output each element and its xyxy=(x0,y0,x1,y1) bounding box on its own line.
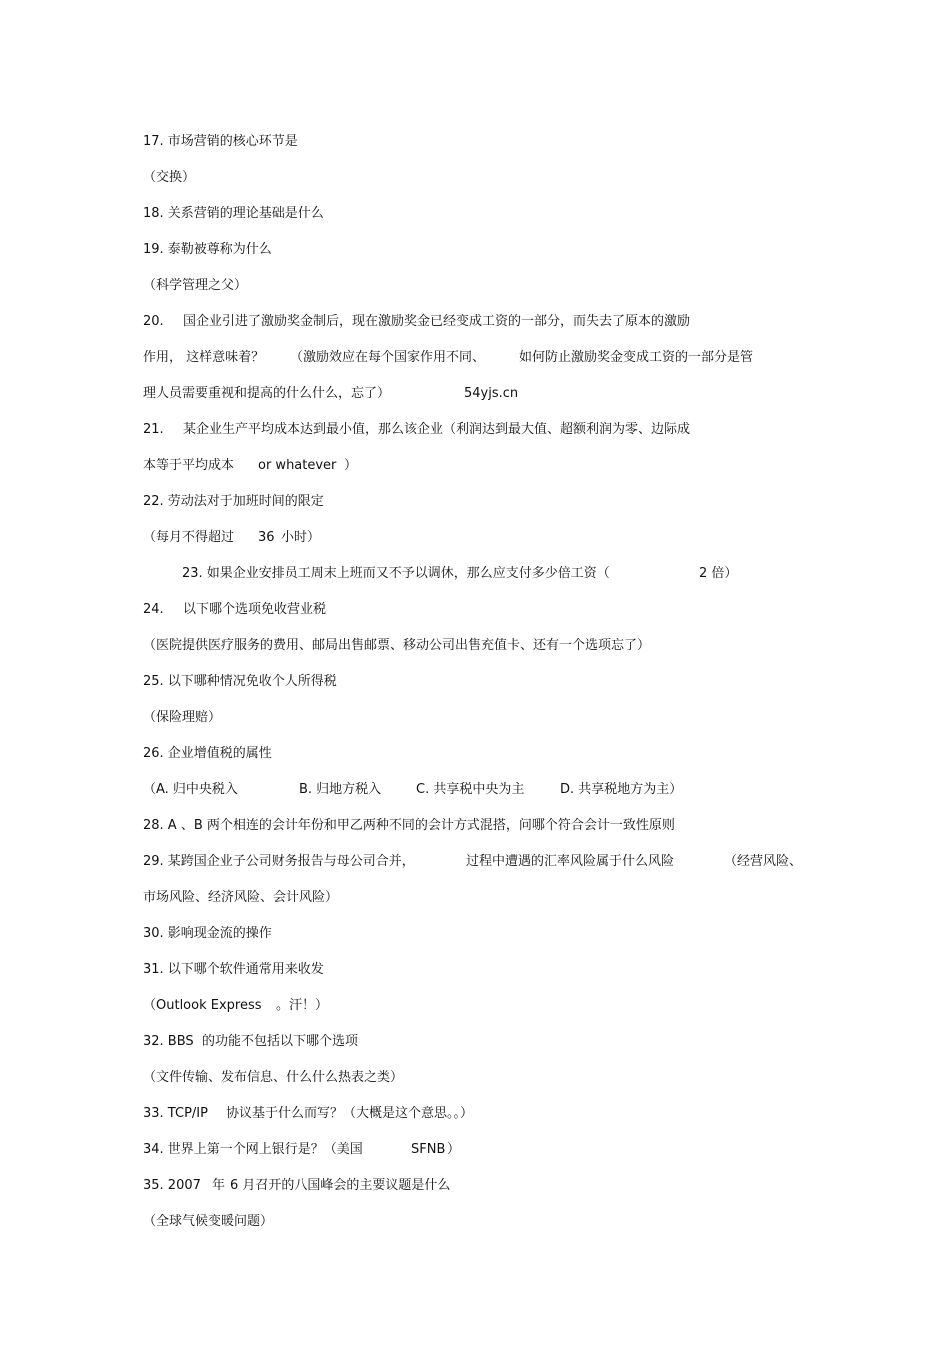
question-29-text-1: 29. 某跨国企业子公司财务报告与母公司合并， xyxy=(143,854,415,869)
question-23 xyxy=(0,565,950,583)
question-24-number: 24. xyxy=(143,602,164,617)
question-19: 19. 泰勒被尊称为什么 xyxy=(143,242,272,257)
question-21-line-2 xyxy=(0,457,950,475)
question-22: 22. 劳动法对于加班时间的限定 xyxy=(143,494,324,509)
answer-26-option-d: D. 共享税地方为主） xyxy=(560,782,683,797)
question-21-line-1 xyxy=(0,421,950,439)
answer-26 xyxy=(0,781,950,799)
answer-17: （交换） xyxy=(143,170,196,185)
answer-26-option-a: （A. 归中央税入 xyxy=(143,782,238,797)
question-24-text: 以下哪个选项免收营业税 xyxy=(183,602,327,617)
answer-24: （医院提供医疗服务的费用、邮局出售邮票、移动公司出售充值卡、还有一个选项忘了） xyxy=(143,638,651,653)
question-20-text-2: 作用， 这样意味着？ xyxy=(143,350,265,365)
answer-35: （全球气候变暖问题） xyxy=(143,1214,274,1229)
answer-19: （科学管理之父） xyxy=(143,278,248,293)
question-35-part-2: 年 xyxy=(212,1178,226,1193)
answer-31-part-2: 。汗！） xyxy=(276,998,329,1013)
answer-32: （文件传输、发布信息、什么什么热表之类） xyxy=(143,1070,404,1085)
question-20-line-1 xyxy=(0,313,950,331)
question-33-part-1: 33. TCP/IP xyxy=(143,1106,208,1121)
question-17: 17. 市场营销的核心环节是 xyxy=(143,134,298,149)
website-watermark: 54yjs.cn xyxy=(464,386,519,401)
question-23-answer: 2 倍） xyxy=(699,566,738,581)
question-34-part-3: ） xyxy=(447,1142,461,1157)
question-20-text: 国企业引进了激励奖金制后，现在激励奖金已经变成工资的一部分，而失去了原本的激励 xyxy=(183,314,691,329)
question-23-text: 23. 如果企业安排员工周末上班而又不予以调休，那么应支付多少倍工资（ xyxy=(182,566,610,581)
question-29-answer: （经营风险、 xyxy=(724,854,803,869)
question-21-text: 某企业生产平均成本达到最小值，那么该企业（利润达到最大值、超额利润为零、边际成 xyxy=(183,422,691,437)
question-28: 28. A 、B 两个相连的会计年份和甲乙两种不同的会计方式混搭，问哪个符合会计一致性原则 xyxy=(143,818,675,833)
question-32-part-1: 32. BBS xyxy=(143,1034,194,1049)
answer-22 xyxy=(0,529,950,547)
question-26: 26. 企业增值税的属性 xyxy=(143,746,272,761)
question-20-answer-a: （激励效应在每个国家作用不同、 xyxy=(290,350,486,365)
question-33 xyxy=(0,1105,950,1123)
answer-25: （保险理赔） xyxy=(143,710,222,725)
question-29-line-1 xyxy=(0,853,950,871)
answer-31 xyxy=(0,997,950,1015)
question-20-answer-b: 如何防止激励奖金变成工资的一部分是管 xyxy=(519,350,754,365)
question-20-answer-c: 理人员需要重视和提高的什么什么，忘了） xyxy=(143,386,391,401)
question-32 xyxy=(0,1033,950,1051)
question-29-line-2: 市场风险、经济风险、会计风险） xyxy=(143,890,339,905)
question-21-number: 21. xyxy=(143,422,164,437)
question-24 xyxy=(0,601,950,619)
answer-22-part-3: 小时） xyxy=(281,530,321,545)
answer-31-part-1: （Outlook Express xyxy=(143,998,262,1013)
question-18: 18. 关系营销的理论基础是什么 xyxy=(143,206,324,221)
question-35-part-3: 6 月召开的八国峰会的主要议题是什么 xyxy=(230,1178,451,1193)
question-34-part-1: 34. 世界上第一个网上银行是？（美国 xyxy=(143,1142,363,1157)
question-31: 31. 以下哪个软件通常用来收发 xyxy=(143,962,324,977)
question-21-text-3: or whatever xyxy=(258,458,337,473)
question-20-line-3 xyxy=(0,385,950,403)
question-35-part-1: 35. 2007 xyxy=(143,1178,201,1193)
answer-22-part-2: 36 xyxy=(258,530,275,545)
question-21-text-4: ） xyxy=(344,458,358,473)
answer-26-option-b: B. 归地方税入 xyxy=(299,782,382,797)
question-34 xyxy=(0,1141,950,1159)
question-21-text-2: 本等于平均成本 xyxy=(143,458,235,473)
question-20-line-2 xyxy=(0,349,950,367)
question-30: 30. 影响现金流的操作 xyxy=(143,926,272,941)
question-32-part-2: 的功能不包括以下哪个选项 xyxy=(202,1034,359,1049)
answer-26-option-c: C. 共享税中央为主 xyxy=(416,782,525,797)
answer-22-part-1: （每月不得超过 xyxy=(143,530,235,545)
question-35 xyxy=(0,1177,950,1195)
question-33-part-2: 协议基于什么而写？（大概是这个意思。。） xyxy=(226,1106,474,1121)
question-20-number: 20. xyxy=(143,314,164,329)
question-34-part-2: SFNB xyxy=(411,1142,446,1157)
question-25: 25. 以下哪种情况免收个人所得税 xyxy=(143,674,337,689)
question-29-text-2: 过程中遭遇的汇率风险属于什么风险 xyxy=(466,854,675,869)
